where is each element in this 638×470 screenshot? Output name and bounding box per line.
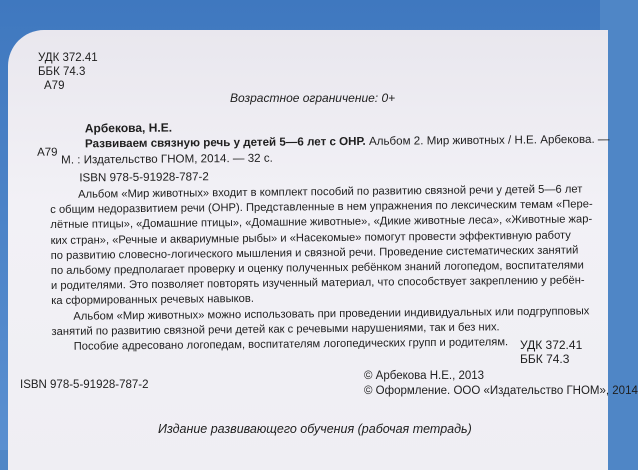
author-name: Арбекова, Н.Е. (84, 120, 173, 136)
abstract-line: Пособие адресовано логопедам, воспитателям логопедических групп и родителям. (73, 336, 509, 353)
isbn-line: ISBN 978-5-91928-787-2 (79, 170, 209, 185)
abstract-line: ких стран», «Речные и аквариумные рыбы» и «Насекомые» помогут провести эффективную работу (50, 229, 571, 247)
footer-bbk: ББК 74.3 (520, 352, 570, 366)
footer-isbn: ISBN 978-5-91928-787-2 (20, 379, 149, 391)
abstract-line: Альбом «Мир животных» входит в комплект пособий по развитию связной речи у детей 5—6 лет (78, 183, 583, 201)
series-label: Издание развивающего обучения (рабочая тетрадь) (158, 422, 472, 436)
bbk-code: ББК 74.3 (38, 66, 86, 78)
age-limit: Возрастное ограничение: 0+ (230, 91, 396, 105)
imprint-page (8, 30, 638, 470)
abstract-line: по развитию словесно-логического мышления и связной речи. Проведение систематических занятий (50, 244, 579, 262)
copyright-author: © Арбекова Н.Е., 2013 (364, 370, 485, 382)
author-mark: А79 (44, 80, 65, 92)
footer-udk: УДК 372.41 (520, 338, 583, 352)
udk-code: УДК 372.41 (38, 52, 98, 64)
title-line (85, 133, 610, 152)
copyright-design: © Оформление. ООО «Издательство ГНОМ», 2014 (364, 385, 638, 397)
abstract-line: и родителями. Это позволяет повторять изученный материал, что способствует закреплению у ребён- (50, 274, 585, 293)
abstract-line: занятий по развитию связной речи детей как с речевыми нарушениями, так и без них. (51, 321, 500, 338)
abstract-line: ка сформированных речевых навыков. (51, 293, 254, 308)
abstract-line: лётные птицы», «Домашние птицы», «Домашние животные», «Дикие животные леса», «Животные жар- (50, 213, 593, 232)
publisher-line: М. : Издательство ГНОМ, 2014. — 32 с. (61, 151, 273, 167)
abstract-line: Альбом «Мир животных» можно использовать при проведении индивидуальных или подгрупповых (73, 304, 590, 323)
abstract (50, 182, 600, 355)
abstract-line: с общим недоразвитием речи (ОНР). Представленные в нем упражнения по лексическим темам «Пере- (50, 198, 593, 217)
title-rest: Альбом 2. Мир животных / Н.Е. Арбекова. — (368, 132, 610, 148)
abstract-line: по альбому предполагает проверку и оценку полученных ребёнком знаний логопедом, воспитателями (50, 259, 584, 278)
margin-author-mark: А79 (37, 146, 58, 159)
book-title: Развиваем связную речь у детей 5—6 лет с ОНР. (84, 134, 366, 151)
